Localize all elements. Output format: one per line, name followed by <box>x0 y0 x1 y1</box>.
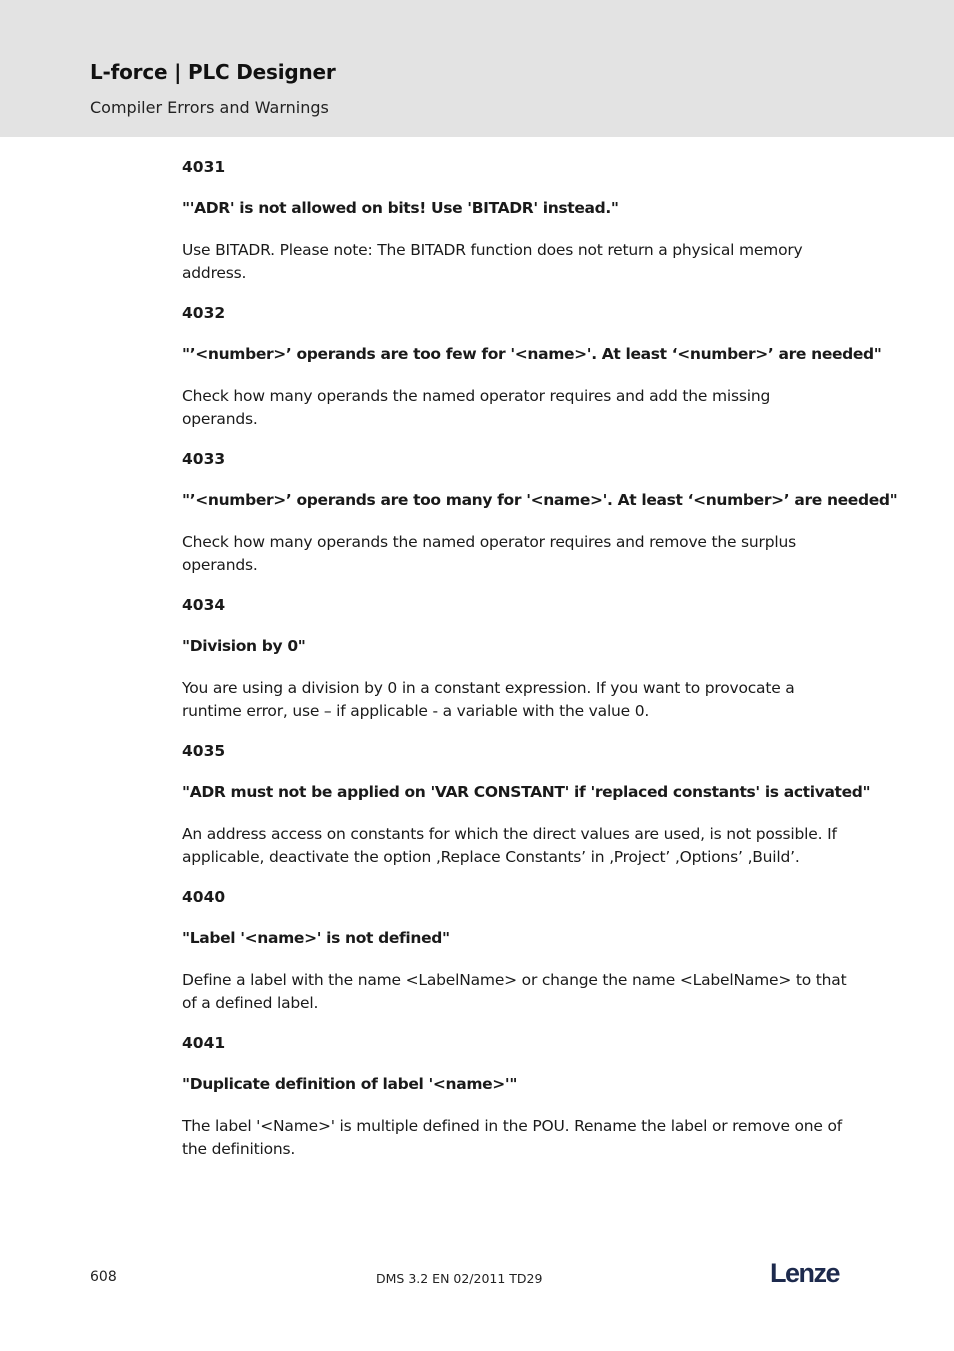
error-message: "'ADR' is not allowed on bits! Use 'BITADR' instead." <box>182 199 619 217</box>
entry-4041 <box>182 1033 847 1161</box>
error-description: Define a label with the name <LabelName> or change the name <LabelName> to that of a defined label. <box>182 971 847 1012</box>
error-code: 4035 <box>182 742 226 760</box>
error-description: You are using a division by 0 in a constant expression. If you want to provocate a runtime error, use – if applicable - a variable with the value 0. <box>182 679 795 720</box>
error-message: "Division by 0" <box>182 637 306 655</box>
entry-4035 <box>182 741 871 869</box>
error-description: An address access on constants for which the direct values are used, is not possible. If applicable, deactivate the option ‚Replace Constants’ in ‚Project’ ‚Options’ ‚Build’. <box>182 825 837 866</box>
error-message: "ADR must not be applied on 'VAR CONSTANT' if 'replaced constants' is activated" <box>182 783 871 801</box>
error-message: "Label '<name>' is not defined" <box>182 929 450 947</box>
entry-4031 <box>182 157 847 285</box>
document-title: L-force | PLC Designer <box>90 60 336 84</box>
error-code: 4031 <box>182 158 226 176</box>
entry-4032 <box>182 303 882 431</box>
entry-4040 <box>182 887 847 1015</box>
error-code: 4032 <box>182 304 226 322</box>
entry-4033 <box>182 449 898 577</box>
document-id: DMS 3.2 EN 02/2011 TD29 <box>376 1271 543 1286</box>
error-code: 4041 <box>182 1034 226 1052</box>
error-message: "Duplicate definition of label '<name>'" <box>182 1075 518 1093</box>
entry-4034 <box>182 595 847 723</box>
error-code: 4034 <box>182 596 226 614</box>
error-description: Use BITADR. Please note: The BITADR function does not return a physical memory address. <box>182 241 803 282</box>
page-number: 608 <box>90 1269 117 1285</box>
error-description: Check how many operands the named operator requires and add the missing operands. <box>182 387 771 428</box>
error-description: Check how many operands the named operator requires and remove the surplus operands. <box>182 533 796 574</box>
main-content <box>182 157 898 1179</box>
page-header <box>0 0 954 137</box>
error-code: 4033 <box>182 450 226 468</box>
error-code: 4040 <box>182 888 226 906</box>
lenze-logo: Lenze <box>770 1258 840 1288</box>
chapter-subtitle: Compiler Errors and Warnings <box>90 98 329 117</box>
error-message: "’<number>’ operands are too few for '<name>'. At least ‘<number>’ are needed" <box>182 345 882 363</box>
error-description: The label '<Name>' is multiple defined in the POU. Rename the label or remove one of the definitions. <box>182 1117 843 1158</box>
error-message: "’<number>’ operands are too many for '<name>'. At least ‘<number>’ are needed" <box>182 491 898 509</box>
